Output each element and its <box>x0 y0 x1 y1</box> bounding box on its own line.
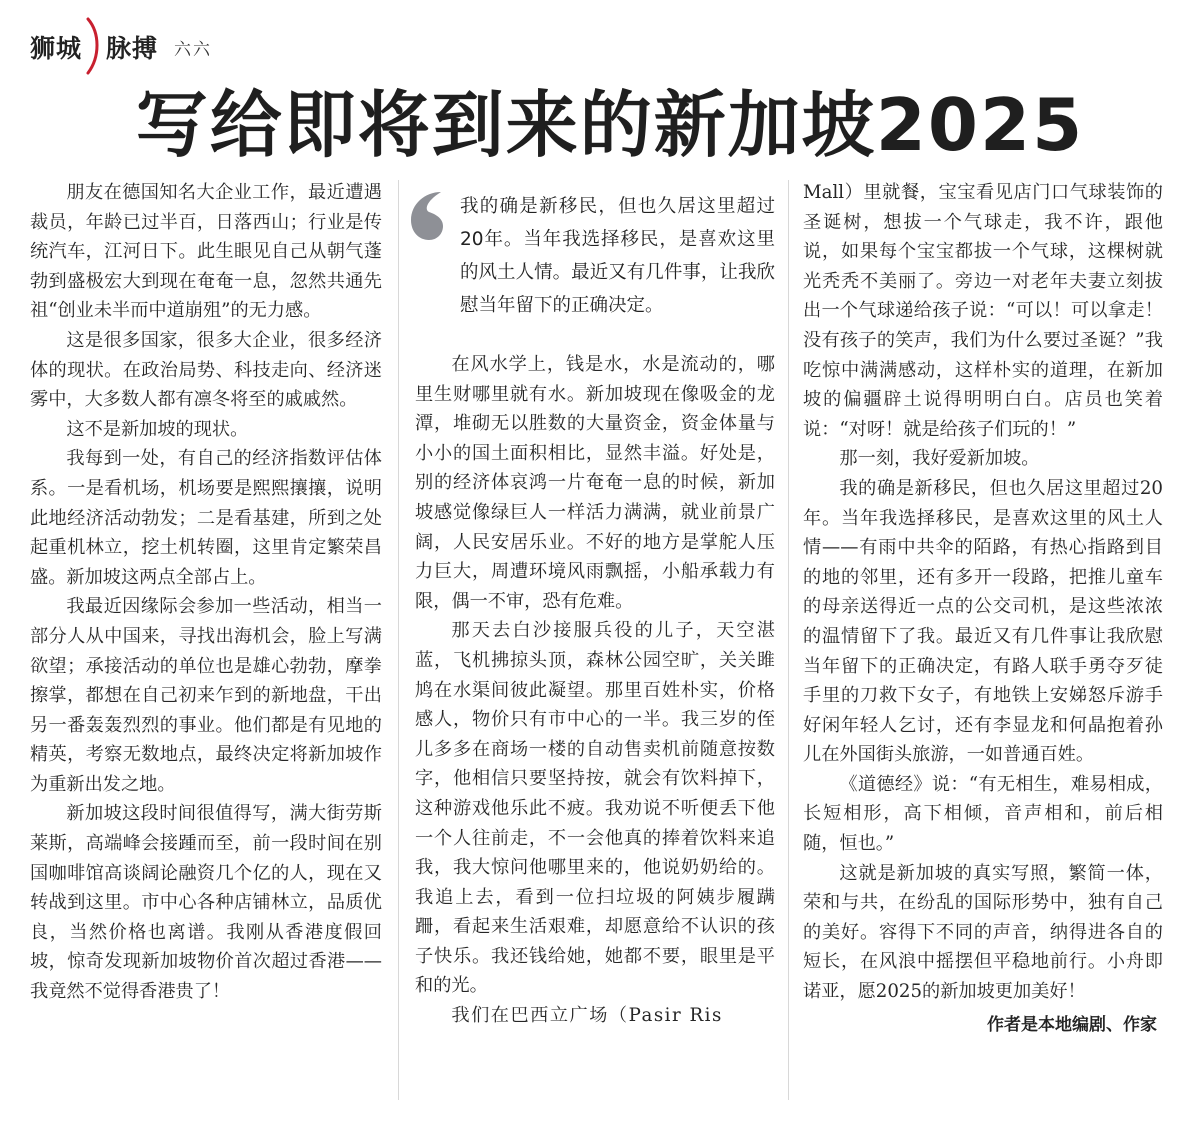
paragraph: 我最近因缘际会参加一些活动，相当一部分人从中国来，寻找出海机会，脸上写满欲望；承接活动的单位也是雄心勃勃，摩拳擦掌，都想在自己初来乍到的新地盘，干出另一番轰轰烈烈的事业。他们都是有见地的精英，考察无数地点，最终决定将新加坡作为重新出发之地。 <box>30 596 382 795</box>
paragraph: Mall）里就餐，宝宝看见店门口气球装饰的圣诞树，想拔一个气球走，我不许，跟他说，如果每个宝宝都拔一个气球，这棵树就光秃秃不美丽了。旁边一对老年夫妻立刻拔出一个气球递给孩子说：“可以！可以拿走！没有孩子的笑声，我们为什么要过圣诞？”我吃惊中满满感动，这样朴实的道理，在新加坡的偏疆辟土说得明明白白。店员也笑着说：“对呀！就是给孩子们玩的！” <box>803 182 1163 440</box>
column-masthead <box>30 22 212 72</box>
paragraph: 那一刻，我好爱新加坡。 <box>839 448 1040 470</box>
paragraph: 我的确是新移民，但也久居这里超过20年。当年我选择移民，是喜欢这里的风土人情——有雨中共伞的陌路，有热心指路到目的地的邻里，还有多开一段路，把推儿童车的母亲送得近一点的公交司机，是这些浓浓的温情留下了我。最近又有几件事让我欣慰当年留下的正确决定，有路人联手勇夺歹徒手里的刀救下女子，有地铁上安娣怒斥游手好闲年轻人乞讨，还有李显龙和何晶抱着孙儿在外国街头旅游，一如普通百姓。 <box>803 477 1163 766</box>
red-arc-divider-icon <box>86 19 100 75</box>
column-name-right: 脉搏 <box>106 34 159 63</box>
paragraph: 那天去白沙接服兵役的儿子，天空湛蓝，飞机拂掠头顶，森林公园空旷，关关雎鸠在水渠间彼此凝望。那里百姓朴实，价格感人，物价只有市中心的一半。我三岁的侄儿多多在商场一楼的自动售卖机前随意按数字，他相信只要坚持按，就会有饮料掉下，这种游戏他乐此不疲。我劝说不听便丢下他一个人往前走，不一会他真的捧着饮料来追我，我大惊问他哪里来的，他说奶奶给的。我追上去，看到一位扫垃圾的阿姨步履蹒跚，看起来生活艰难，却愿意给不认识的孩子快乐。我还钱给她，她都不要，眼里是平和的光。 <box>415 620 775 997</box>
article-column-3 <box>803 178 1163 1040</box>
paragraph: 我每到一处，有自己的经济指数评估体系。一是看机场，机场要是熙熙攘攘，说明此地经济活动勃发；二是看基建，所到之处起重机林立，挖土机转圈，这里肯定繁荣昌盛。新加坡这两点全部占上。 <box>30 448 382 588</box>
article-column-1 <box>30 178 382 1007</box>
pull-quote <box>415 190 775 322</box>
column-divider <box>788 180 789 1100</box>
pull-quote-text: 我的确是新移民，但也久居这里超过20年。当年我选择移民，是喜欢这里的风土人情。最近又有几件事，让我欣慰当年留下的正确决定。 <box>460 196 775 316</box>
quote-mark-icon <box>407 190 447 253</box>
paragraph: 在风水学上，钱是水，水是流动的，哪里生财哪里就有水。新加坡现在像吸金的龙潭，堆砌无以胜数的大量资金，资金体量与小小的国土面积相比，显然丰溢。好处是，别的经济体哀鸿一片奄奄一息的时候，新加坡感觉像绿巨人一样活力满满，就业前景广阔，人民安居乐业。不好的地方是掌舵人压力巨大，周遭环境风雨飘摇，小船承载力有限，偶一不审，恐有危难。 <box>415 354 775 612</box>
author-name: 六六 <box>174 39 213 60</box>
paragraph: 我们在巴西立广场（Pasir Ris <box>451 1005 723 1027</box>
column-name-left: 狮城 <box>30 34 83 63</box>
article-headline: 写给即将到来的新加坡2025 <box>135 83 1085 167</box>
column-divider <box>398 180 399 1100</box>
paragraph: 这不是新加坡的现状。 <box>66 418 249 440</box>
paragraph: 新加坡这段时间很值得写，满大街劳斯莱斯，高端峰会接踵而至，前一段时间在别国咖啡馆高谈阔论融资几个亿的人，现在又转战到这里。市中心各种店铺林立，品质优良，当然价格也离谱。我刚从香港度假回坡，惊奇发现新加坡物价首次超过香港——我竟然不觉得香港贵了！ <box>30 803 382 1003</box>
article-column-2 <box>415 178 775 1031</box>
author-byline: 作者是本地编剧、作家 <box>987 1014 1157 1035</box>
paragraph: 这是很多国家，很多大企业，很多经济体的现状。在政治局势、科技走向、经济迷雾中，大多数人都有凛冬将至的戚戚然。 <box>30 329 382 411</box>
paragraph: 《道德经》说：“有无相生，难易相成，长短相形，高下相倾，音声相和，前后相随，恒也。” <box>803 773 1163 855</box>
paragraph: 朋友在德国知名大企业工作，最近遭遇裁员，年龄已过半百，日落西山；行业是传统汽车，江河日下。此生眼见自己从朝气蓬勃到盛极宏大到现在奄奄一息，忽然共通先祖“创业未半而中道崩殂”的无力感。 <box>30 182 382 322</box>
paragraph: 这就是新加坡的真实写照，繁简一体，荣和与共，在纷乱的国际形势中，独有自己的美好。容得下不同的声音，纳得进各自的短长，在风浪中摇摆但平稳地前行。小舟即诺亚，愿2025的新加坡更加美好！ <box>803 862 1163 1003</box>
